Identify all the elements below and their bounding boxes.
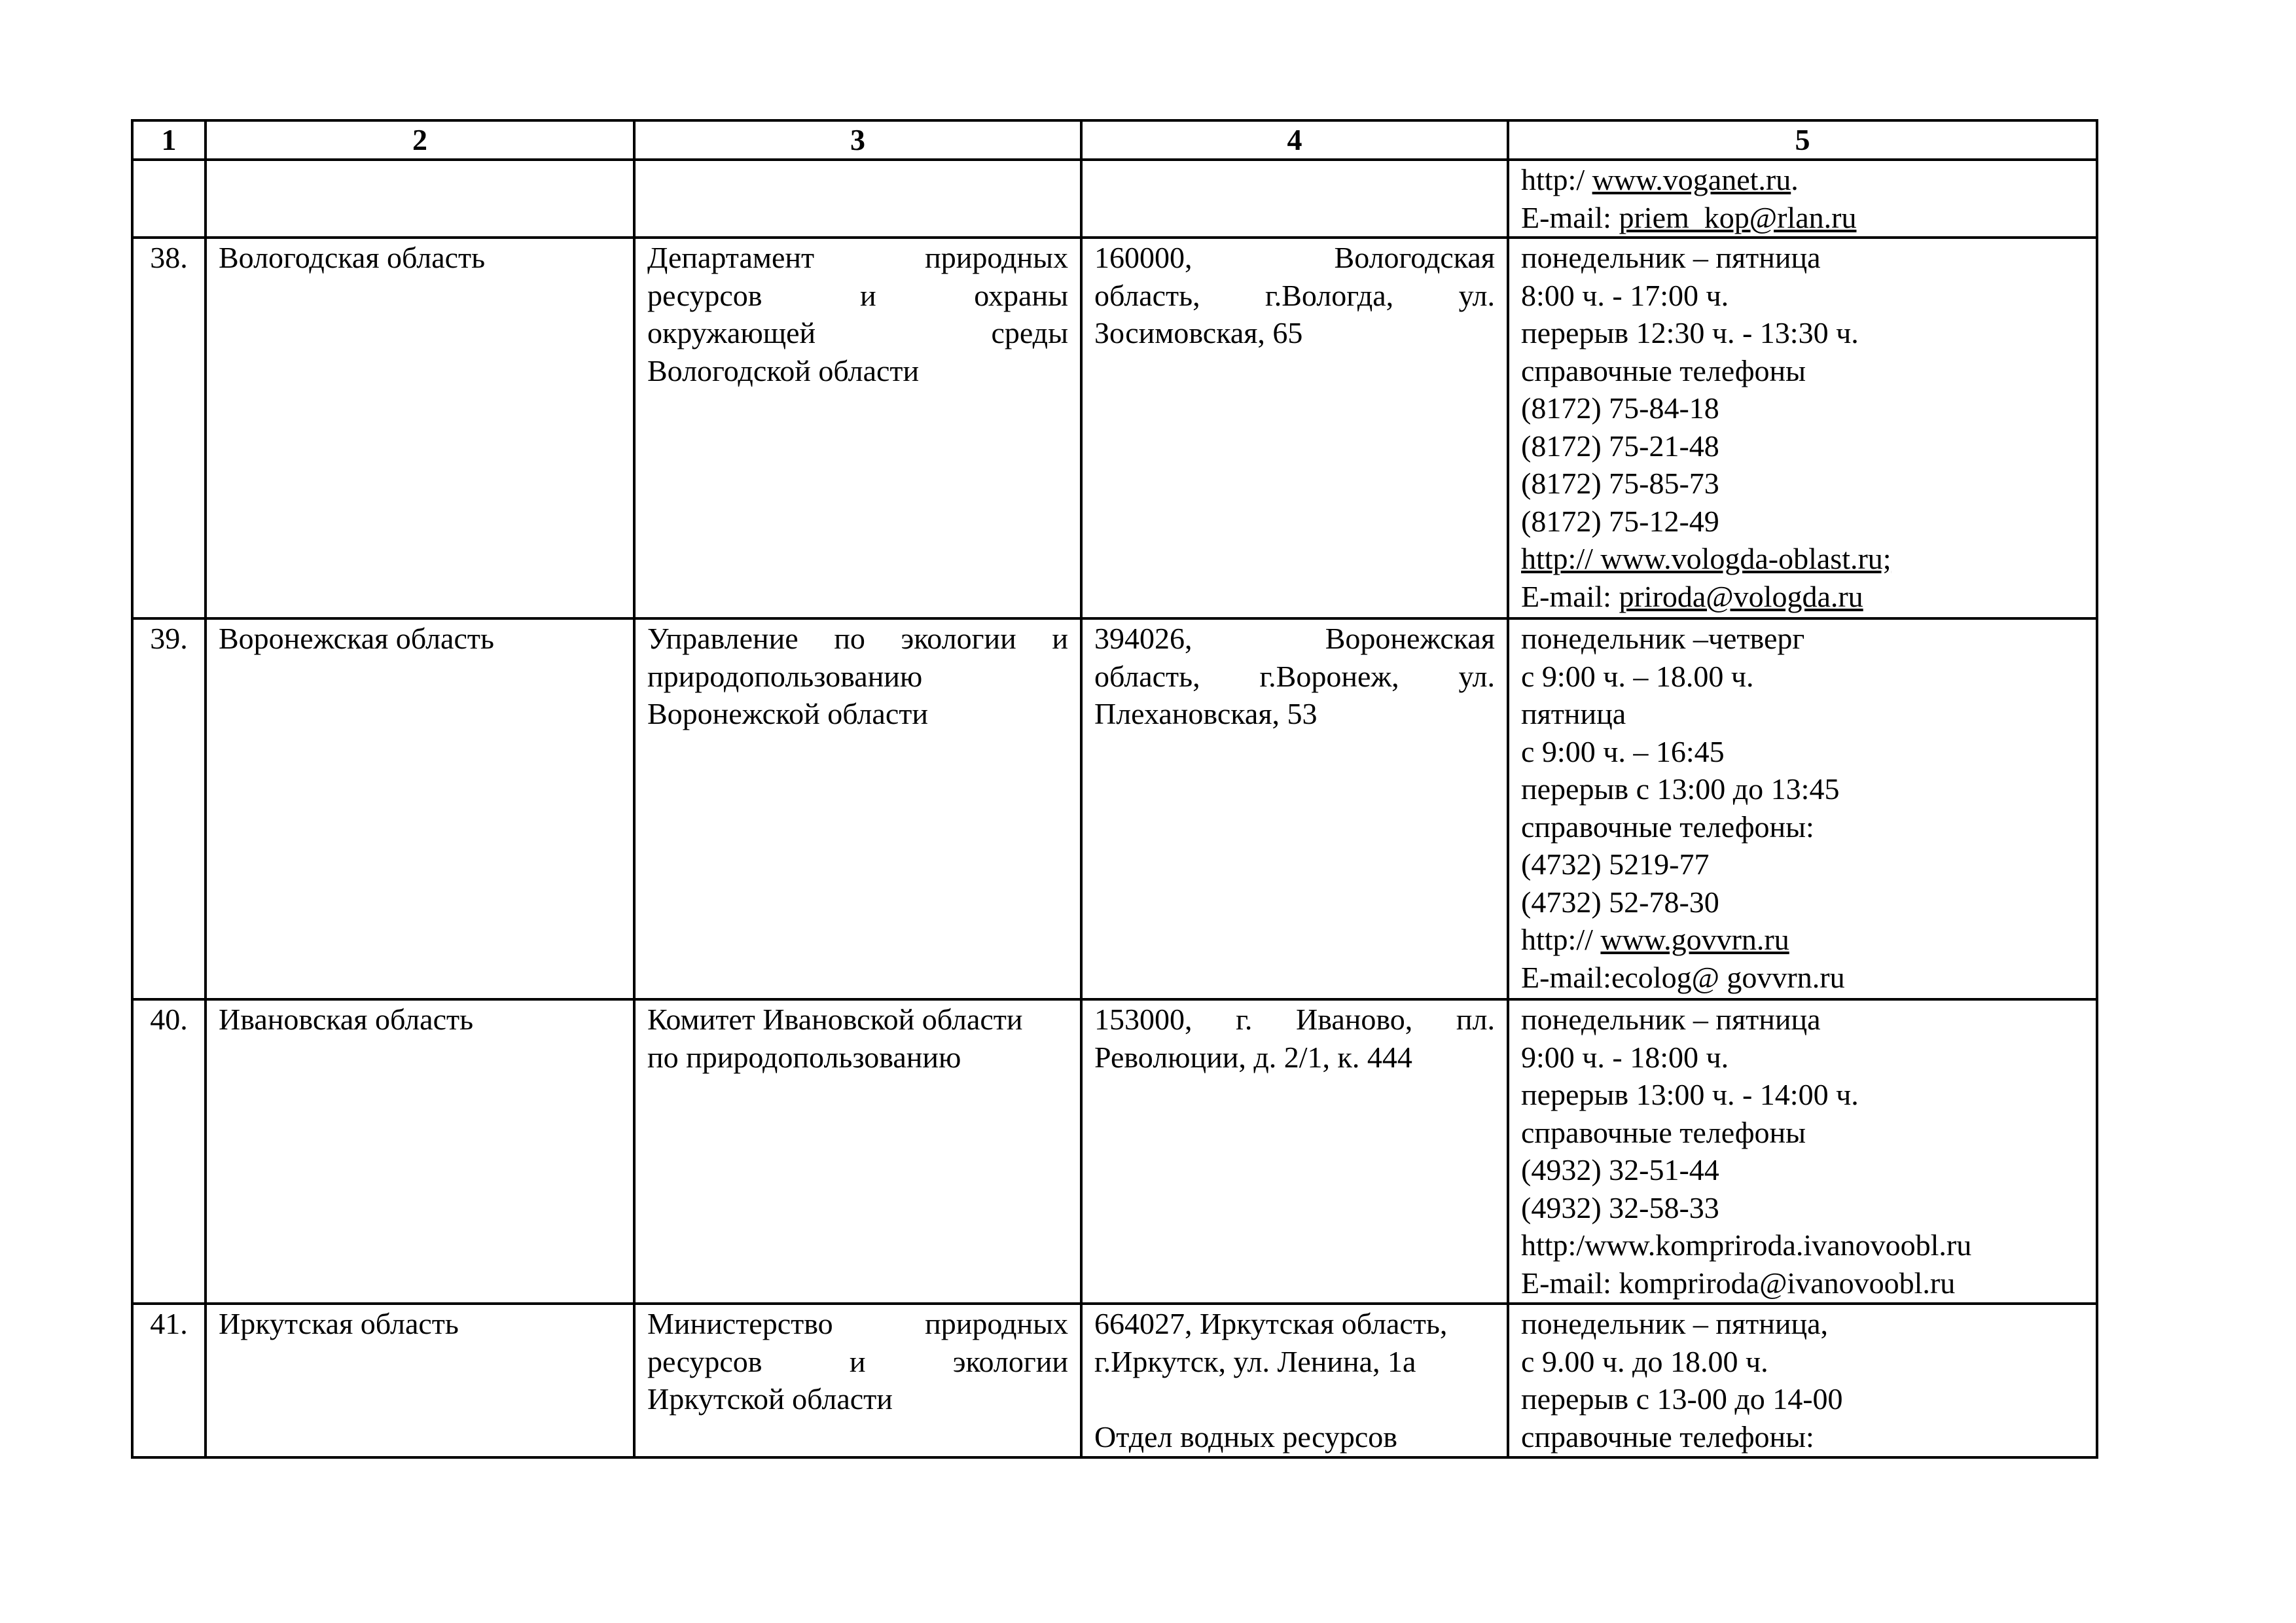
phones-label: справочные телефоны: [1521, 1115, 1806, 1149]
org-line: по природопользованию: [647, 1040, 961, 1074]
phones-label: справочные телефоны: [1521, 353, 1806, 387]
address-line: Плехановская, 53: [1094, 697, 1318, 730]
break-time: перерыв 12:30 ч. - 13:30 ч.: [1521, 316, 1859, 349]
region-name: Вологодская область: [206, 238, 634, 618]
row-number: 39.: [132, 618, 206, 999]
address-line: область, г.Воронеж, ул.: [1094, 659, 1495, 693]
contacts: [1508, 618, 2097, 999]
region-name: Воронежская область: [206, 618, 634, 999]
organization-name: [634, 238, 1081, 618]
website-line: http:/www.kompriroda.ivanovoobl.ru: [1521, 1228, 1972, 1262]
address-line: Революции, д. 2/1, к. 444: [1094, 1040, 1412, 1074]
address: [1081, 618, 1508, 999]
phone-number: (4732) 5219-77: [1521, 847, 1710, 881]
address-line: область, г.Вологда, ул.: [1094, 278, 1495, 312]
table-row: [132, 999, 2097, 1304]
work-hours: 8:00 ч. - 17:00 ч.: [1521, 278, 1729, 312]
column-header-2: 2: [206, 120, 634, 160]
org-line: Министерство природных: [647, 1307, 1068, 1340]
work-hours-friday: с 9:00 ч. – 16:45: [1521, 734, 1725, 768]
column-header-3: 3: [634, 120, 1081, 160]
header-row: [132, 120, 2097, 160]
email-link[interactable]: priroda@vologda.ru: [1619, 579, 1863, 613]
region-name: Иркутская область: [206, 1304, 634, 1457]
org-line: Управление по экологии и: [647, 622, 1068, 655]
row-number: 41.: [132, 1304, 206, 1457]
address-line: 160000, Вологодская: [1094, 241, 1495, 274]
column-header-5: 5: [1508, 120, 2097, 160]
address-line: 664027, Иркутская область,: [1094, 1307, 1448, 1340]
org-line: ресурсов и охраны: [647, 278, 1068, 312]
organization-name: [634, 618, 1081, 999]
phone-number: (8172) 75-12-49: [1521, 504, 1719, 538]
phone-number: (8172) 75-84-18: [1521, 391, 1719, 425]
address-line: 394026, Воронежская: [1094, 622, 1495, 655]
website-line: http:// www.govvrn.ru: [1521, 923, 1789, 956]
email-line: E-mail: kompriroda@ivanovoobl.ru: [1521, 1266, 1956, 1300]
organization-name: [634, 1304, 1081, 1457]
work-days: понедельник – пятница: [1521, 241, 1821, 274]
email-link[interactable]: priem_kop@rlan.ru: [1619, 200, 1857, 234]
address: [1081, 238, 1508, 618]
row-number: 38.: [132, 238, 206, 618]
phones-label: справочные телефоны:: [1521, 810, 1814, 844]
table-row: [132, 618, 2097, 999]
org-line: природопользованию: [647, 659, 923, 693]
cell-region-empty: [206, 160, 634, 238]
table-row: [132, 1304, 2097, 1457]
phones-label: справочные телефоны:: [1521, 1419, 1814, 1454]
org-line: Комитет Ивановской области: [647, 1003, 1023, 1036]
email-line: E-mail: priem_kop@rlan.ru: [1521, 200, 1857, 234]
work-days: понедельник – пятница: [1521, 1003, 1821, 1036]
website-line: http:/ www.voganet.ru.: [1521, 163, 1799, 196]
org-line: Иркутской области: [647, 1382, 893, 1416]
work-days-friday: пятница: [1521, 697, 1626, 730]
cell-num-empty: [132, 160, 206, 238]
break-time: перерыв 13:00 ч. - 14:00 ч.: [1521, 1078, 1859, 1111]
break-time: перерыв с 13-00 до 14-00: [1521, 1382, 1843, 1416]
table-row: [132, 238, 2097, 618]
address-line: Зосимовская, 65: [1094, 316, 1303, 349]
address-line: г.Иркутск, ул. Ленина, 1а: [1094, 1344, 1416, 1378]
phone-number: (8172) 75-21-48: [1521, 429, 1719, 463]
org-line: окружающей среды: [647, 316, 1068, 349]
phone-number: (4932) 32-51-44: [1521, 1153, 1719, 1186]
regional-authorities-table: [131, 119, 2098, 1459]
email-line: E-mail: priroda@vologda.ru: [1521, 579, 1863, 613]
work-days: понедельник – пятница,: [1521, 1307, 1829, 1340]
org-line: Департамент природных: [647, 241, 1068, 274]
org-line: Воронежской области: [647, 697, 928, 730]
contacts: [1508, 238, 2097, 618]
cell-org-empty: [634, 160, 1081, 238]
org-line: Вологодской области: [647, 353, 920, 387]
email-line: E-mail:ecolog@ govvrn.ru: [1521, 960, 1845, 994]
break-time: перерыв с 13:00 до 13:45: [1521, 772, 1840, 806]
contacts: [1508, 999, 2097, 1304]
table-row-continuation: [132, 160, 2097, 238]
website-link[interactable]: www.govvrn.ru: [1600, 923, 1789, 956]
work-hours: 9:00 ч. - 18:00 ч.: [1521, 1040, 1729, 1074]
address: [1081, 1304, 1508, 1457]
cell-contacts-continuation: [1508, 160, 2097, 238]
cell-address-empty: [1081, 160, 1508, 238]
website-link[interactable]: www.voganet.ru: [1592, 163, 1791, 196]
phone-number: (8172) 75-85-73: [1521, 467, 1719, 500]
phone-number: (4932) 32-58-33: [1521, 1190, 1719, 1224]
work-hours: с 9:00 ч. – 18.00 ч.: [1521, 659, 1754, 693]
address-spacer: [1094, 1380, 1495, 1418]
contacts: [1508, 1304, 2097, 1457]
work-hours: с 9.00 ч. до 18.00 ч.: [1521, 1344, 1768, 1378]
column-header-4: 4: [1081, 120, 1508, 160]
row-number: 40.: [132, 999, 206, 1304]
org-line: ресурсов и экологии: [647, 1344, 1068, 1378]
phone-number: (4732) 52-78-30: [1521, 885, 1719, 919]
address-note: Отдел водных ресурсов: [1094, 1419, 1398, 1454]
address: [1081, 999, 1508, 1304]
address-line: 153000, г. Иваново, пл.: [1094, 1003, 1495, 1036]
website-link[interactable]: http:// www.vologda-oblast.ru;: [1521, 542, 1892, 575]
organization-name: [634, 999, 1081, 1304]
column-header-1: 1: [132, 120, 206, 160]
region-name: Ивановская область: [206, 999, 634, 1304]
work-days: понедельник –четверг: [1521, 622, 1805, 655]
